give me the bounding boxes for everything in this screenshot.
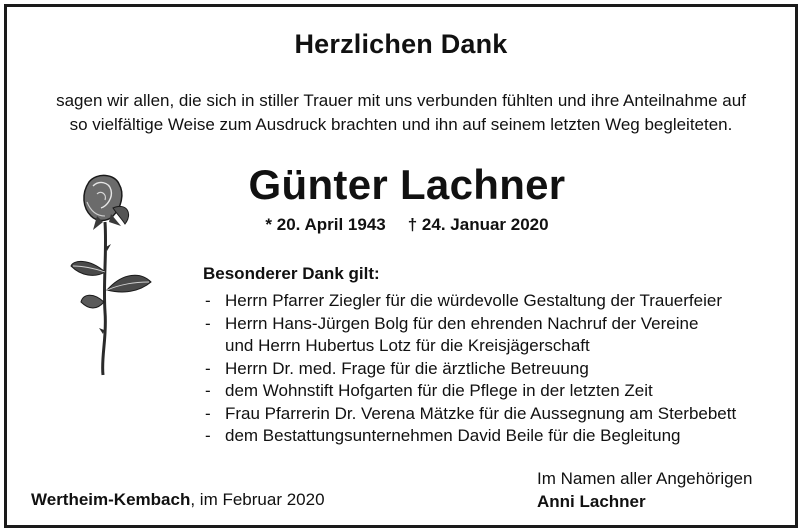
deceased-name: Günter Lachner [248, 161, 566, 208]
thanks-item: - dem Bestattungsunternehmen David Beile für die Begleitung [203, 425, 736, 448]
thanks-item: - dem Wohnstift Hofgarten für die Pflege in der letzten Zeit [203, 380, 736, 403]
thanks-heading: Besonderer Dank gilt: [203, 264, 380, 283]
family-line: Im Namen aller Angehörigen [537, 469, 753, 488]
obituary-thank-you-card [4, 4, 798, 528]
thanks-item: - Frau Pfarrerin Dr. Verena Mätzke für die Aussegnung am Sterbebett [203, 403, 736, 426]
life-dates [237, 215, 577, 235]
thanks-item: - Herrn Pfarrer Ziegler für die würdevolle Gestaltung der Trauerfeier [203, 290, 736, 313]
notice-title: Herzlichen Dank [294, 29, 508, 59]
thanks-list [203, 290, 736, 448]
intro-line: so vielfältige Weise zum Ausdruck brachten und ihn auf seinem letzten Weg begleiteten. [69, 115, 733, 134]
signature-name: Anni Lachner [537, 492, 646, 511]
intro-line: sagen wir allen, die sich in stiller Trauer mit uns verbunden fühlten und ihre Anteilnahme auf [56, 91, 746, 110]
date-text: , im Februar 2020 [190, 490, 325, 509]
death-date: † 24. Januar 2020 [407, 215, 549, 234]
intro-text [7, 89, 795, 137]
place-and-date [31, 490, 325, 510]
birth-date: * 20. April 1943 [265, 215, 386, 234]
place-name: Wertheim-Kembach [31, 490, 191, 509]
thanks-item: - Herrn Dr. med. Frage für die ärztliche Betreuung [203, 358, 736, 381]
thanks-item-continuation: und Herrn Hubertus Lotz für die Kreisjägerschaft [225, 336, 590, 355]
rose-icon [67, 172, 159, 377]
thanks-item: - Herrn Hans-Jürgen Bolg für den ehrenden Nachruf der Vereine [203, 313, 736, 336]
signature-block [537, 467, 752, 513]
